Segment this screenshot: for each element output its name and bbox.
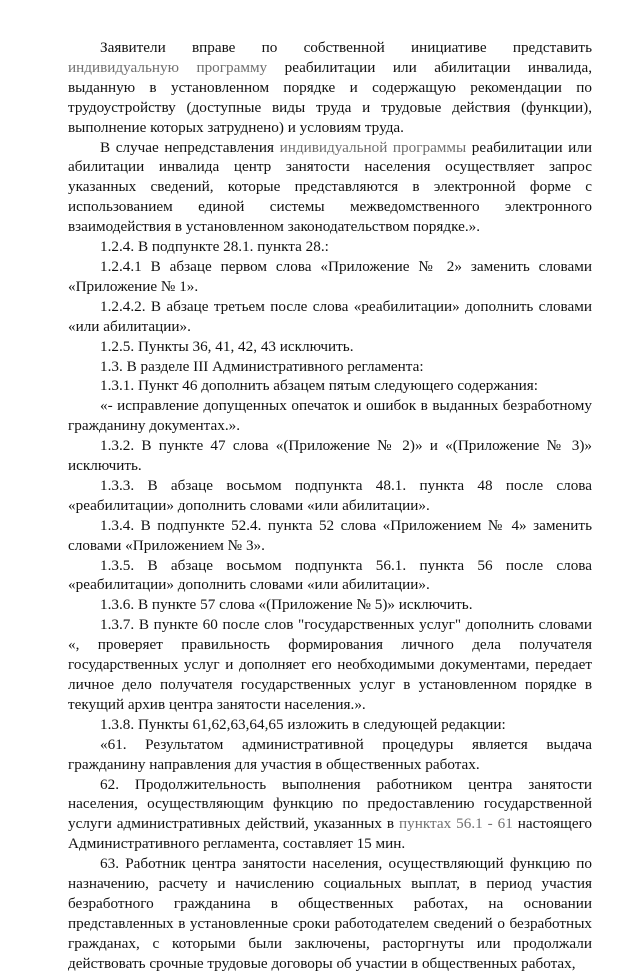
paragraph-text: 63. Работник центра занятости населения, осуществляющий функцию по назначению, расчету и начислению социальных выплат, в период участия безработного гражданина в общественных работах, на основании представленных в установленные сроки работодателем сведений о безработных гражданах, с которыми были заключены, расторгнуты или продолжали действовать срочные трудовые договоры об участии в общественных работах, — [68, 855, 592, 972]
paragraph-text: 1.3.1. Пункт 46 дополнить абзацем пятым следующего содержания: — [100, 377, 538, 395]
body-paragraph — [68, 715, 592, 735]
body-paragraph — [68, 237, 592, 257]
paragraph-text: 1.2.5. Пункты 36, 41, 42, 43 исключить. — [100, 337, 354, 355]
body-paragraph — [68, 376, 592, 396]
paragraph-text: 1.2.4. В подпункте 28.1. пункта 28.: — [100, 238, 329, 256]
paragraph-text: 1.3.2. В пункте 47 слова «(Приложение № 2)» и «(Приложение № 3)» исключить. — [68, 437, 592, 475]
paragraph-text: реабилитации или абилитации инвалида центр занятости населения осуществляет запрос указанных сведений, которые представляются в электронной форме с использованием единой системы межведомственного электронного взаимодействия в установленном законодательством порядке.». — [68, 138, 592, 236]
body-paragraph — [68, 595, 592, 615]
paragraph-text: 1.2.4.1 В абзаце первом слова «Приложение № 2» заменить словами «Приложение № 1». — [68, 257, 592, 295]
body-paragraph — [68, 396, 592, 436]
body-paragraph — [68, 854, 592, 973]
body-paragraph — [68, 138, 592, 238]
paragraph-text: 1.3.8. Пункты 61,62,63,64,65 изложить в следующей редакции: — [100, 715, 506, 733]
body-paragraph — [68, 516, 592, 556]
paragraph-text: 1.3.4. В подпункте 52.4. пункта 52 слова «Приложением № 4» заменить словами «Приложением № 3». — [68, 516, 592, 554]
body-paragraph — [68, 257, 592, 297]
document-page — [68, 38, 592, 974]
paragraph-text: 1.2.4.2. В абзаце третьем после слова «реабилитации» дополнить словами «или абилитации». — [68, 297, 592, 335]
hyperlink-text[interactable]: индивидуальной программы — [279, 138, 467, 156]
paragraph-text: 1.3. В разделе III Административного регламента: — [100, 357, 424, 375]
paragraph-text: Заявители вправе по собственной инициативе представить — [100, 39, 592, 56]
paragraph-text: настоящего Административного регламента, составляет 15 мин. — [68, 815, 593, 853]
paragraph-text: 1.3.7. В пункте 60 после слов "государственных услуг" дополнить словами «, проверяет правильность формирования личного дела получателя государственных услуг и дополняет его необходимыми документами, передает личное дело получателя государственных услуг в установленном порядке в текущий архив центра занятости населения.». — [68, 616, 592, 713]
body-paragraph — [68, 556, 592, 596]
paragraph-text: 62. Продолжительность выполнения работником центра занятости населения, осуществляющим функцию по предоставлению государственной услуги административных действий, указанных в — [68, 775, 592, 833]
hyperlink-text[interactable]: пунктах 56.1 - 61 — [399, 815, 513, 833]
body-paragraph — [68, 357, 592, 377]
paragraph-text: 1.3.5. В абзаце восьмом подпункта 56.1. пункта 56 после слова «реабилитации» дополнить словами «или абилитации». — [68, 556, 592, 594]
body-paragraph — [68, 775, 592, 855]
body-paragraph — [68, 297, 592, 337]
body-paragraph — [68, 735, 592, 775]
body-paragraph — [68, 337, 592, 357]
paragraph-text: «61. Результатом административной процедуры является выдача гражданину направления для участия в общественных работах. — [68, 735, 592, 773]
body-paragraph — [68, 436, 592, 476]
body-paragraph — [68, 615, 592, 715]
paragraph-text: реабилитации или абилитации инвалида, выданную в установленном порядке и содержащую рекомендации по трудоустройству (доступные виды труда и трудовые действия (функции), выполнение которых затруднено) и условиям труда. — [68, 58, 592, 136]
paragraph-text: 1.3.3. В абзаце восьмом подпункта 48.1. пункта 48 после слова «реабилитации» дополнить словами «или абилитации». — [68, 476, 592, 514]
paragraph-text: В случае непредставления — [100, 138, 280, 156]
body-paragraph — [68, 476, 592, 516]
hyperlink-text[interactable]: индивидуальную программу — [68, 58, 268, 76]
paragraph-text: 1.3.6. В пункте 57 слова «(Приложение № 5)» исключить. — [100, 596, 473, 614]
body-paragraph — [68, 38, 592, 138]
paragraph-text: «- исправление допущенных опечаток и ошибок в выданных безработному гражданину документах.». — [68, 397, 592, 435]
